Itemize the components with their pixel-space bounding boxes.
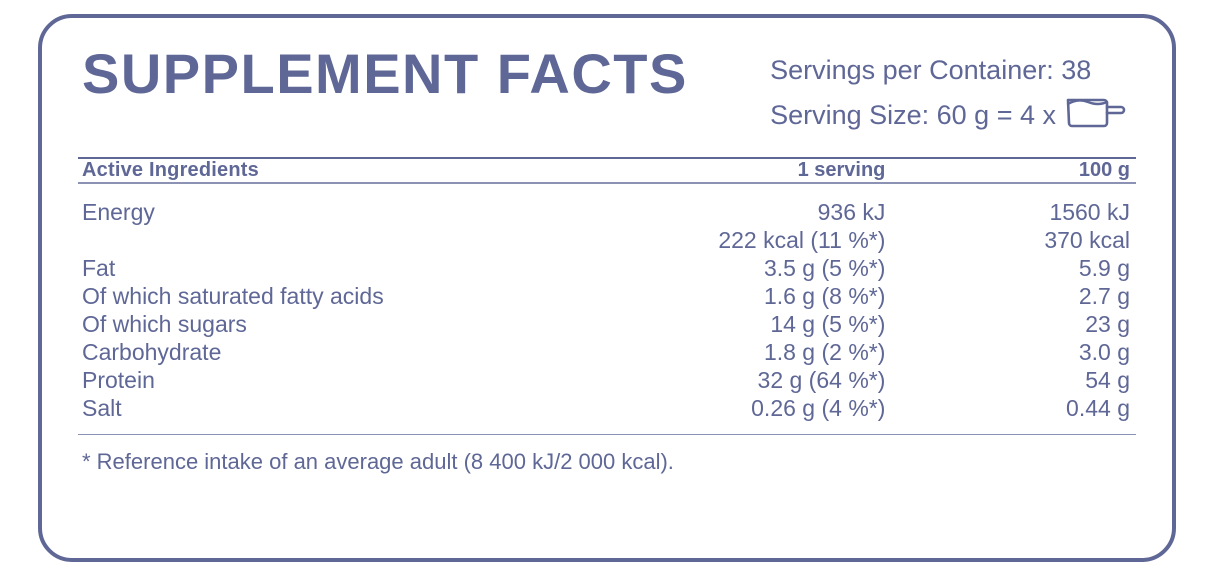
column-header-name: Active Ingredients (82, 159, 259, 182)
row-serving-line2: 222 kcal (11 %*) (718, 226, 886, 253)
table-row (78, 310, 1136, 338)
table-row (78, 366, 1136, 394)
row-per100-value: 0.44 g (1066, 394, 1130, 421)
row-per100-value: 2.7 g (1078, 282, 1130, 309)
table-row (78, 282, 1136, 310)
table-row (78, 254, 1136, 282)
row-serving-value: 3.5 g (5 %*) (763, 254, 886, 281)
column-header-per100: 100 g (1078, 159, 1130, 182)
row-label: Carbohydrate (82, 338, 222, 365)
page-title: SUPPLEMENT FACTS (82, 42, 688, 105)
table-row (78, 184, 1136, 254)
row-serving-value: 1.6 g (8 %*) (763, 282, 886, 309)
serving-size (770, 91, 1126, 139)
row-label: Fat (82, 254, 116, 281)
scoop-icon (1064, 93, 1126, 141)
row-per100-line2: 370 kcal (1044, 226, 1130, 253)
supplement-facts-panel (38, 14, 1176, 562)
table-row (78, 338, 1136, 366)
serving-size-text: Serving Size: 60 g = 4 x (770, 99, 1056, 130)
servings-info (770, 46, 1136, 139)
row-per100-line1: 1560 kJ (1049, 198, 1130, 225)
row-serving-value: 0.26 g (4 %*) (751, 394, 886, 421)
row-per100-value (903, 184, 1136, 254)
row-serving-value: 1.8 g (2 %*) (763, 338, 886, 365)
column-header-serving: 1 serving (797, 159, 886, 182)
row-serving-value (577, 184, 904, 254)
table-header-row (78, 159, 1136, 182)
servings-per-container-text: Servings per Container: 38 (770, 55, 1092, 85)
row-per100-value: 54 g (1085, 366, 1130, 393)
row-per100-value: 5.9 g (1078, 254, 1130, 281)
label-header (78, 40, 1136, 139)
footnote: * Reference intake of an average adult (8 400 kJ/2 000 kcal). (82, 449, 674, 475)
row-per100-value: 3.0 g (1078, 338, 1130, 365)
row-label: Salt (82, 394, 122, 421)
row-label: Of which saturated fatty acids (82, 282, 384, 309)
row-label: Of which sugars (82, 310, 247, 337)
row-serving-value: 32 g (64 %*) (757, 366, 886, 393)
row-label: Protein (82, 366, 155, 393)
panel-inner (78, 40, 1136, 538)
nutrition-table-body (78, 184, 1136, 422)
nutrition-table (78, 159, 1136, 182)
row-serving-value: 14 g (5 %*) (770, 310, 886, 337)
row-per100-value: 23 g (1085, 310, 1130, 337)
row-label: Energy (82, 198, 155, 225)
row-serving-line1: 936 kJ (817, 198, 886, 225)
servings-per-container (770, 50, 1126, 91)
table-row (78, 394, 1136, 422)
